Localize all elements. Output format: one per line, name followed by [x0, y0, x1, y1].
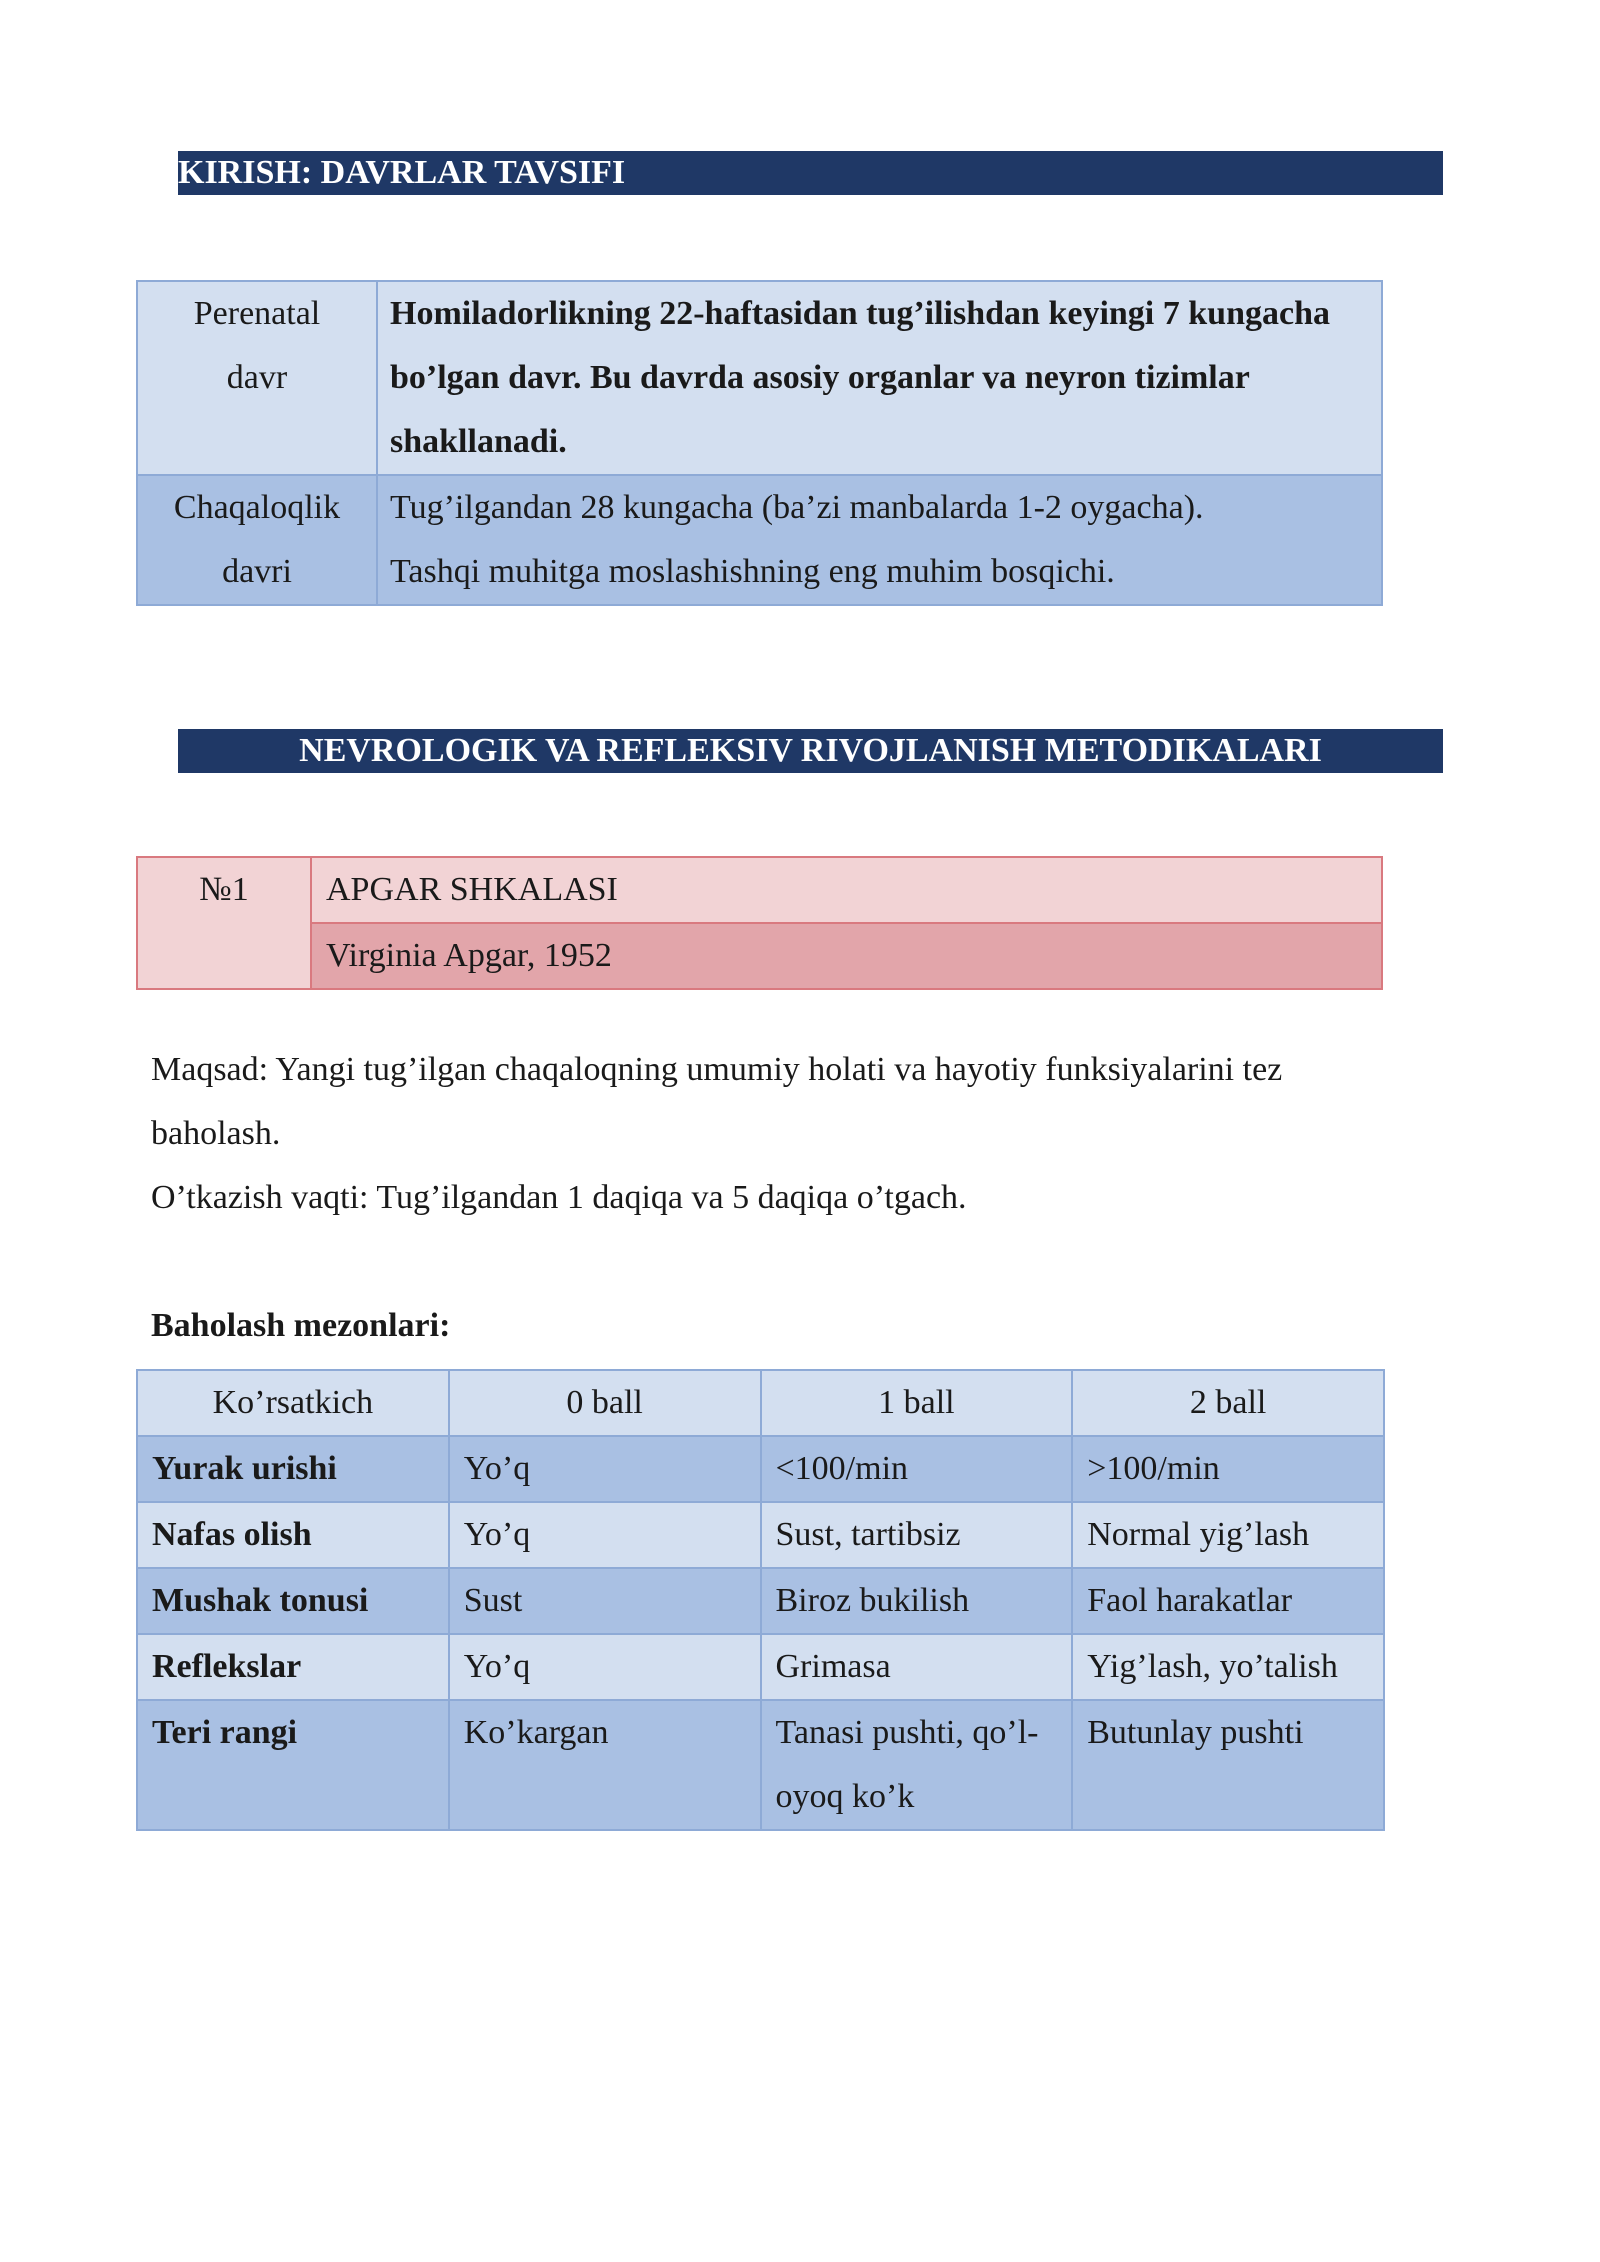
- column-header: 0 ball: [449, 1370, 761, 1436]
- column-header: 2 ball: [1072, 1370, 1384, 1436]
- table-cell: Teri rangi: [137, 1700, 449, 1830]
- table-cell: Yig’lash, yo’talish: [1072, 1634, 1384, 1700]
- table-cell: Yo’q: [449, 1502, 761, 1568]
- table-cell: Biroz bukilish: [761, 1568, 1073, 1634]
- table-cell: Butunlay pushti: [1072, 1700, 1384, 1830]
- table-row: [137, 1436, 1384, 1502]
- column-header: 1 ball: [761, 1370, 1073, 1436]
- period-name-line: Chaqaloqlik: [173, 489, 341, 526]
- period-description: Homiladorlikning 22-haftasidan tug’ilishdan keyingi 7 kungacha bo’lgan davr. Bu davrda asosiy organlar va neyron tizimlar shakllanadi.: [377, 281, 1382, 475]
- table-cell: Mushak tonusi: [137, 1568, 449, 1634]
- section-heading-methods: NEVROLOGIK VA REFLEKSIV RIVOJLANISH METODIKALARI: [178, 729, 1443, 773]
- table-cell: Faol harakatlar: [1072, 1568, 1384, 1634]
- column-header: Ko’rsatkich: [137, 1370, 449, 1436]
- table-cell: Yo’q: [449, 1634, 761, 1700]
- table-header-row: [137, 1370, 1384, 1436]
- goal-paragraph: Maqsad: Yangi tug’ilgan chaqaloqning umumiy holati va hayotiy funksiyalarini tez baholash.: [151, 1051, 1283, 1152]
- criteria-table: [136, 1369, 1385, 1831]
- table-row: [137, 1568, 1384, 1634]
- table-row: [137, 1502, 1384, 1568]
- method-author: Virginia Apgar, 1952: [311, 923, 1382, 989]
- table-cell: Nafas olish: [137, 1502, 449, 1568]
- method-number: №1: [137, 857, 311, 989]
- table-cell: Tanasi pushti, qo’l-oyoq ko’k: [761, 1700, 1073, 1830]
- table-cell: Yo’q: [449, 1436, 761, 1502]
- method-table: [136, 856, 1383, 990]
- table-row: [137, 1634, 1384, 1700]
- periods-table: [136, 280, 1383, 606]
- table-cell: Sust, tartibsiz: [761, 1502, 1073, 1568]
- criteria-heading: Baholash mezonlari:: [151, 1307, 451, 1344]
- table-row: [137, 475, 1382, 605]
- table-row: [137, 1700, 1384, 1830]
- period-description: [377, 475, 1382, 605]
- table-cell: Grimasa: [761, 1634, 1073, 1700]
- table-row: [137, 857, 1382, 923]
- table-cell: Sust: [449, 1568, 761, 1634]
- section-heading-introduction: KIRISH: DAVRLAR TAVSIFI: [178, 151, 1443, 195]
- table-row: [137, 923, 1382, 989]
- period-name: [137, 281, 377, 475]
- table-cell: Ko’kargan: [449, 1700, 761, 1830]
- period-name-line: Perenatal: [193, 295, 321, 332]
- timing-paragraph: O’tkazish vaqti: Tug’ilgandan 1 daqiqa va 5 daqiqa o’tgach.: [151, 1179, 967, 1216]
- method-name: APGAR SHKALASI: [311, 857, 1382, 923]
- table-cell: <100/min: [761, 1436, 1073, 1502]
- table-cell: >100/min: [1072, 1436, 1384, 1502]
- period-name: [137, 475, 377, 605]
- table-cell: Yurak urishi: [137, 1436, 449, 1502]
- table-row: [137, 281, 1382, 475]
- table-cell: Normal yig’lash: [1072, 1502, 1384, 1568]
- table-cell: Reflekslar: [137, 1634, 449, 1700]
- period-description-line: Tashqi muhitga moslashishning eng muhim bosqichi.: [390, 553, 1115, 590]
- period-name-line: davri: [222, 553, 292, 590]
- period-name-line: davr: [226, 359, 288, 396]
- period-description-line: Tug’ilgandan 28 kungacha (ba’zi manbalarda 1-2 oygacha).: [390, 489, 1204, 526]
